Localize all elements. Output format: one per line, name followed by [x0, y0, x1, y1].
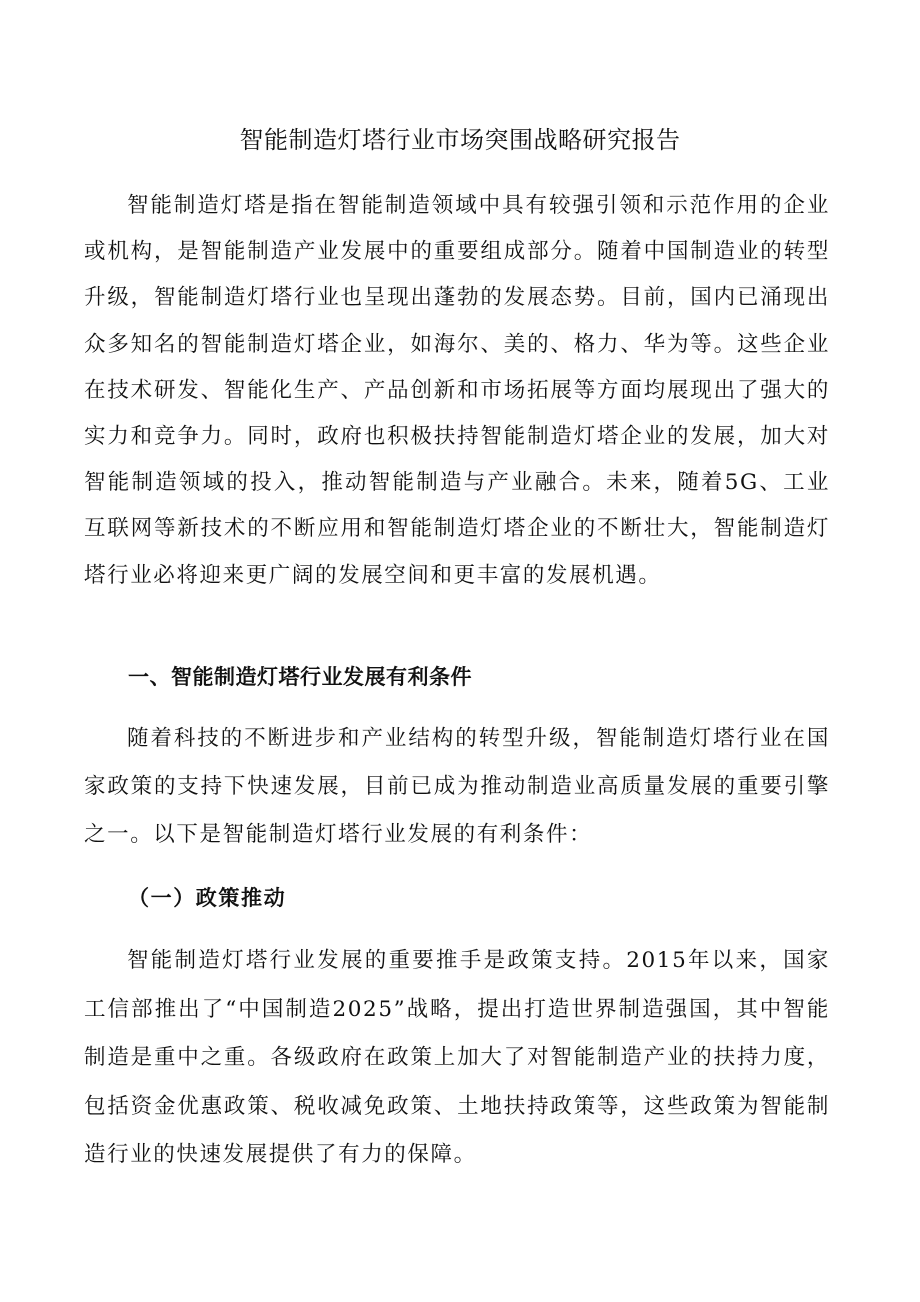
section-paragraph: 随着科技的不断进步和产业结构的转型升级，智能制造灯塔行业在国家政策的支持下快速发展，目前已成为推动制造业高质量发展的重要引擎之一。以下是智能制造灯塔行业发展的有利条件： — [84, 726, 830, 847]
subsection-heading: （一）政策推动 — [128, 885, 287, 910]
section-heading: 一、智能制造灯塔行业发展有利条件 — [128, 665, 472, 689]
document-title: 智能制造灯塔行业市场突围战略研究报告 — [239, 126, 681, 154]
intro-paragraph: 智能制造灯塔是指在智能制造领域中具有较强引领和示范作用的企业或机构，是智能制造产业发展中的重要组成部分。随着中国制造业的转型升级，智能制造灯塔行业也呈现出蓬勃的发展态势。目前，国内已涌现出众多知名的智能制造灯塔企业，如海尔、美的、格力、华为等。这些企业在技术研发、智能化生产、产品创新和市场拓展等方面均展现出了强大的实力和竞争力。同时，政府也积极扶持智能制造灯塔企业的发展，加大对智能制造领域的投入，推动智能制造与产业融合。未来，随着5G、工业互联网等新技术的不断应用和智能制造灯塔企业的不断壮大，智能制造灯塔行业必将迎来更广阔的发展空间和更丰富的发展机遇。 — [84, 193, 830, 588]
subsection-paragraph: 智能制造灯塔行业发展的重要推手是政策支持。2015年以来，国家工信部推出了“中国制造2025”战略，提出打造世界制造强国，其中智能制造是重中之重。各级政府在政策上加大了对智能制造产业的扶持力度，包括资金优惠政策、税收减免政策、土地扶持政策等，这些政策为智能制造行业的快速发展提供了有力的保障。 — [84, 948, 830, 1167]
